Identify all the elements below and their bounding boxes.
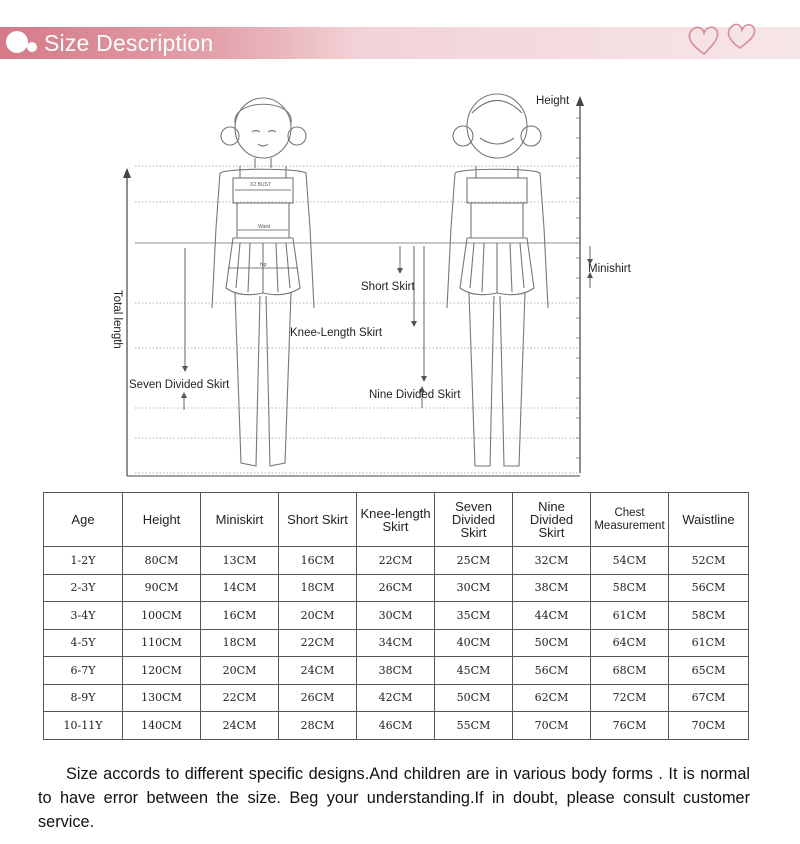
table-cell: 64CM (591, 629, 669, 657)
size-note-text: Size accords to different specific designs.And children are in various body forms . It is normal to have error between the size. Beg your understanding.If in doubt, please consult customer service. (38, 765, 750, 831)
back-girl-figure (447, 94, 548, 466)
table-cell: 61CM (591, 602, 669, 630)
table-cell: 40CM (435, 629, 513, 657)
table-row (44, 574, 749, 602)
table-cell: 4-5Y (44, 629, 123, 657)
table-cell: 24CM (279, 657, 357, 685)
table-cell: 2-3Y (44, 574, 123, 602)
table-row (44, 684, 749, 712)
table-cell: 58CM (669, 602, 749, 630)
table-cell: 50CM (435, 684, 513, 712)
table-cell: 34CM (357, 629, 435, 657)
column-header: Nine Divided Skirt (513, 493, 591, 547)
column-header: Miniskirt (201, 493, 279, 547)
table-cell: 70CM (669, 712, 749, 740)
table-cell: 55CM (435, 712, 513, 740)
table-cell: 35CM (435, 602, 513, 630)
table-cell: 72CM (591, 684, 669, 712)
table-cell: 54CM (591, 547, 669, 575)
column-header: Height (123, 493, 201, 547)
table-cell: 18CM (201, 629, 279, 657)
table-cell: 130CM (123, 684, 201, 712)
total-length-label: Total length (111, 290, 123, 349)
table-row (44, 712, 749, 740)
table-cell: 38CM (357, 657, 435, 685)
table-cell: 32CM (513, 547, 591, 575)
bubble-decoration-small (27, 42, 37, 52)
table-header-row (44, 493, 749, 547)
table-cell: 22CM (279, 629, 357, 657)
table-row (44, 602, 749, 630)
table-cell: 30CM (357, 602, 435, 630)
table-cell: 28CM (279, 712, 357, 740)
table-cell: 14CM (201, 574, 279, 602)
table-cell: 1-2Y (44, 547, 123, 575)
table-cell: 13CM (201, 547, 279, 575)
table-cell: 22CM (357, 547, 435, 575)
table-cell: 56CM (513, 657, 591, 685)
table-cell: 38CM (513, 574, 591, 602)
nine-divided-skirt-label: Nine Divided Skirt (369, 389, 461, 401)
table-cell: 20CM (201, 657, 279, 685)
table-cell: 42CM (357, 684, 435, 712)
column-header: Short Skirt (279, 493, 357, 547)
height-ruler (576, 96, 584, 473)
table-cell: 62CM (513, 684, 591, 712)
table-cell: 52CM (669, 547, 749, 575)
size-table (43, 492, 749, 740)
table-cell: 24CM (201, 712, 279, 740)
bubble-decoration (6, 31, 28, 53)
table-cell: 22CM (201, 684, 279, 712)
table-cell: 68CM (591, 657, 669, 685)
table-row (44, 547, 749, 575)
table-cell: 25CM (435, 547, 513, 575)
table-cell: 80CM (123, 547, 201, 575)
bust-label: X2 BUST (250, 182, 271, 188)
table-cell: 67CM (669, 684, 749, 712)
total-length-arrow (123, 168, 580, 476)
table-cell: 30CM (435, 574, 513, 602)
table-cell: 90CM (123, 574, 201, 602)
seven-divided-skirt-label: Seven Divided Skirt (129, 379, 230, 391)
waist-label: Waist (258, 224, 271, 230)
column-header: Seven Divided Skirt (435, 493, 513, 547)
table-cell: 100CM (123, 602, 201, 630)
column-header: Knee-length Skirt (357, 493, 435, 547)
table-cell: 140CM (123, 712, 201, 740)
table-cell: 56CM (669, 574, 749, 602)
hearts-icon (684, 18, 774, 58)
table-cell: 44CM (513, 602, 591, 630)
minishirt-label: Minishirt (588, 263, 631, 275)
table-cell: 26CM (279, 684, 357, 712)
table-cell: 50CM (513, 629, 591, 657)
table-cell: 70CM (513, 712, 591, 740)
page-title: Size Description (44, 30, 214, 56)
table-cell: 10-11Y (44, 712, 123, 740)
knee-length-skirt-label: Knee-Length Skirt (290, 327, 383, 339)
column-header: Age (44, 493, 123, 547)
table-cell: 65CM (669, 657, 749, 685)
size-illustration (100, 78, 700, 483)
table-cell: 18CM (279, 574, 357, 602)
table-cell: 16CM (201, 602, 279, 630)
measure-arrows (184, 246, 590, 410)
height-label: Height (536, 95, 570, 107)
column-header: Waistline (669, 493, 749, 547)
table-cell: 6-7Y (44, 657, 123, 685)
table-row (44, 629, 749, 657)
table-cell: 58CM (591, 574, 669, 602)
table-cell: 61CM (669, 629, 749, 657)
table-cell: 76CM (591, 712, 669, 740)
hip-label: hip (260, 262, 267, 268)
table-cell: 16CM (279, 547, 357, 575)
size-note (38, 762, 750, 834)
table-cell: 45CM (435, 657, 513, 685)
column-header: Chest Measurement (591, 493, 669, 547)
guide-lines (135, 166, 580, 473)
table-cell: 26CM (357, 574, 435, 602)
table-cell: 20CM (279, 602, 357, 630)
front-girl-figure (212, 98, 314, 466)
table-cell: 120CM (123, 657, 201, 685)
short-skirt-label: Short Skirt (361, 281, 415, 293)
table-row (44, 657, 749, 685)
table-cell: 110CM (123, 629, 201, 657)
table-cell: 8-9Y (44, 684, 123, 712)
table-cell: 46CM (357, 712, 435, 740)
table-cell: 3-4Y (44, 602, 123, 630)
